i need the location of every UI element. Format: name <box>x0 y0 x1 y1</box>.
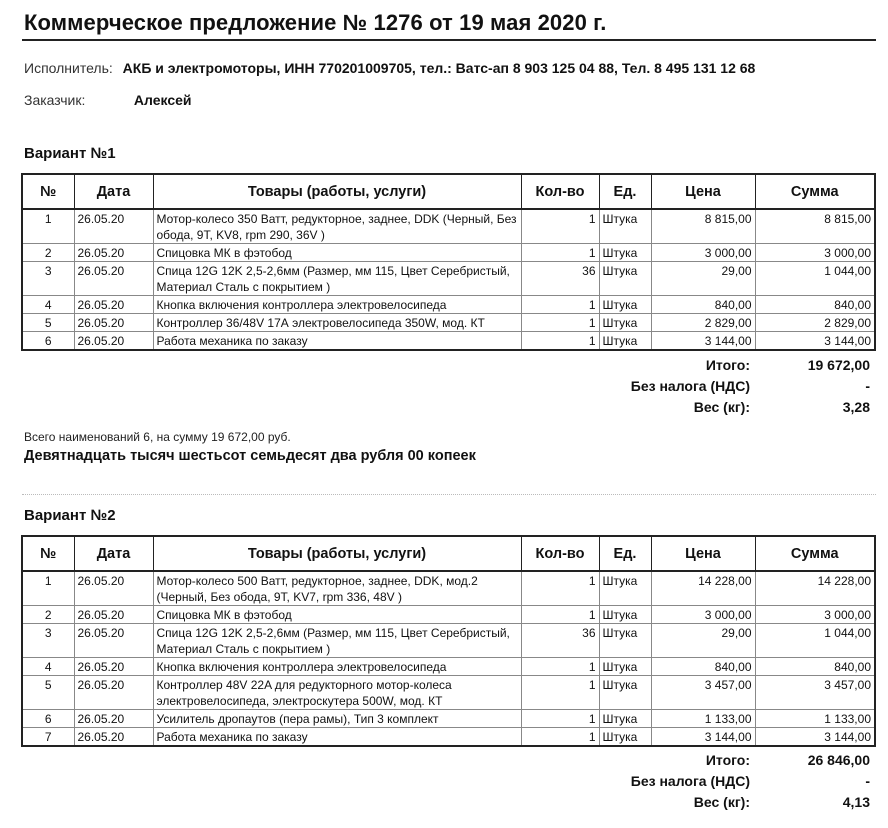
cell-price: 3 000,00 <box>651 606 755 624</box>
cell-unit: Штука <box>599 262 651 296</box>
cell-qty: 1 <box>521 571 599 606</box>
cell-price: 29,00 <box>651 624 755 658</box>
col-header-date: Дата <box>74 174 153 209</box>
cell-qty: 1 <box>521 332 599 351</box>
cell-goods: Мотор-колесо 500 Ватт, редукторное, заднее, DDK, мод.2 (Черный, Без обода, 9T, KV7, rpm 336, 48V ) <box>153 571 521 606</box>
cell-price: 29,00 <box>651 262 755 296</box>
cell-unit: Штука <box>599 728 651 747</box>
table-row <box>22 314 875 332</box>
totals-value: 19 672,00 <box>807 356 870 373</box>
cell-sum: 1 133,00 <box>755 710 875 728</box>
cell-unit: Штука <box>599 244 651 262</box>
cell-no: 4 <box>22 658 74 676</box>
col-header-sum: Сумма <box>755 536 875 571</box>
cell-goods: Спицовка МК в фэтобод <box>153 244 521 262</box>
executor-line <box>24 60 755 76</box>
cell-sum: 3 000,00 <box>755 244 875 262</box>
cell-qty: 1 <box>521 296 599 314</box>
cell-goods: Работа механика по заказу <box>153 728 521 747</box>
cell-unit: Штука <box>599 676 651 710</box>
table-header-row <box>22 174 875 209</box>
table-row <box>22 676 875 710</box>
totals-row <box>631 354 870 375</box>
totals-row <box>631 749 870 770</box>
totals-value: - <box>865 377 870 394</box>
section-divider <box>22 494 876 495</box>
cell-date: 26.05.20 <box>74 710 153 728</box>
title-underline <box>22 39 876 41</box>
cell-date: 26.05.20 <box>74 332 153 351</box>
cell-date: 26.05.20 <box>74 314 153 332</box>
cell-no: 3 <box>22 624 74 658</box>
table-row <box>22 332 875 351</box>
cell-goods: Спица 12G 12K 2,5-2,6мм (Размер, мм 115, Цвет Серебристый, Материал Сталь с покрытием ) <box>153 624 521 658</box>
cell-price: 2 829,00 <box>651 314 755 332</box>
cell-no: 1 <box>22 571 74 606</box>
cell-unit: Штука <box>599 332 651 351</box>
cell-sum: 1 044,00 <box>755 624 875 658</box>
col-header-price: Цена <box>651 536 755 571</box>
cell-no: 2 <box>22 244 74 262</box>
totals-value: 3,28 <box>842 398 870 415</box>
cell-date: 26.05.20 <box>74 209 153 244</box>
cell-sum: 3 457,00 <box>755 676 875 710</box>
cell-goods: Кнопка включения контроллера электровелосипеда <box>153 658 521 676</box>
cell-price: 3 000,00 <box>651 244 755 262</box>
cell-qty: 1 <box>521 314 599 332</box>
col-header-sum: Сумма <box>755 174 875 209</box>
cell-goods: Мотор-колесо 350 Ватт, редукторное, заднее, DDK (Черный, Без обода, 9T, KV8, rpm 290, 36V ) <box>153 209 521 244</box>
variant-2-totals <box>631 749 870 812</box>
variant-1-rows <box>22 209 875 350</box>
cell-qty: 36 <box>521 624 599 658</box>
customer-line <box>24 92 192 108</box>
cell-qty: 1 <box>521 658 599 676</box>
cell-sum: 14 228,00 <box>755 571 875 606</box>
col-header-no: № <box>22 536 74 571</box>
totals-label: Вес (кг): <box>693 793 750 810</box>
cell-no: 4 <box>22 296 74 314</box>
cell-sum: 3 000,00 <box>755 606 875 624</box>
cell-goods: Работа механика по заказу <box>153 332 521 351</box>
cell-qty: 36 <box>521 262 599 296</box>
cell-date: 26.05.20 <box>74 606 153 624</box>
cell-date: 26.05.20 <box>74 728 153 747</box>
table-row <box>22 606 875 624</box>
col-header-unit: Ед. <box>599 174 651 209</box>
table-row <box>22 244 875 262</box>
cell-unit: Штука <box>599 314 651 332</box>
table-row <box>22 571 875 606</box>
table-row <box>22 624 875 658</box>
col-header-date: Дата <box>74 536 153 571</box>
table-row <box>22 209 875 244</box>
variant-1-title: Вариант №1 <box>24 145 116 162</box>
cell-goods: Спицовка МК в фэтобод <box>153 606 521 624</box>
cell-no: 2 <box>22 606 74 624</box>
cell-qty: 1 <box>521 728 599 747</box>
totals-value: 26 846,00 <box>807 751 870 768</box>
cell-goods: Кнопка включения контроллера электровелосипеда <box>153 296 521 314</box>
col-header-goods: Товары (работы, услуги) <box>153 174 521 209</box>
totals-row <box>631 396 870 417</box>
cell-no: 6 <box>22 332 74 351</box>
cell-no: 7 <box>22 728 74 747</box>
cell-goods: Контроллер 36/48V 17А электровелосипеда 350W, мод. КТ <box>153 314 521 332</box>
variant-2-table <box>21 535 876 747</box>
cell-date: 26.05.20 <box>74 244 153 262</box>
totals-label: Итого: <box>705 356 750 373</box>
cell-price: 3 457,00 <box>651 676 755 710</box>
cell-date: 26.05.20 <box>74 262 153 296</box>
cell-unit: Штука <box>599 571 651 606</box>
col-header-goods: Товары (работы, услуги) <box>153 536 521 571</box>
cell-price: 3 144,00 <box>651 728 755 747</box>
table-row <box>22 728 875 747</box>
totals-label: Без налога (НДС) <box>630 772 750 789</box>
cell-no: 3 <box>22 262 74 296</box>
cell-no: 6 <box>22 710 74 728</box>
variant-2-title: Вариант №2 <box>24 507 116 524</box>
cell-unit: Штука <box>599 624 651 658</box>
cell-unit: Штука <box>599 296 651 314</box>
totals-value: 4,13 <box>842 793 870 810</box>
totals-value: - <box>865 772 870 789</box>
cell-goods: Усилитель дропаутов (пера рамы), Тип 3 комплект <box>153 710 521 728</box>
cell-qty: 1 <box>521 676 599 710</box>
variant-1-summary-count: Всего наименований 6, на сумму 19 672,00 руб. <box>24 430 291 444</box>
customer-value: Алексей <box>133 92 192 108</box>
totals-row <box>631 791 870 812</box>
table-row <box>22 262 875 296</box>
cell-qty: 1 <box>521 209 599 244</box>
cell-qty: 1 <box>521 606 599 624</box>
cell-unit: Штука <box>599 710 651 728</box>
col-header-no: № <box>22 174 74 209</box>
col-header-qty: Кол-во <box>521 174 599 209</box>
cell-sum: 1 044,00 <box>755 262 875 296</box>
cell-price: 840,00 <box>651 296 755 314</box>
cell-date: 26.05.20 <box>74 571 153 606</box>
totals-label: Вес (кг): <box>693 398 750 415</box>
cell-price: 8 815,00 <box>651 209 755 244</box>
cell-unit: Штука <box>599 209 651 244</box>
table-row <box>22 658 875 676</box>
cell-unit: Штука <box>599 606 651 624</box>
cell-date: 26.05.20 <box>74 676 153 710</box>
cell-price: 1 133,00 <box>651 710 755 728</box>
col-header-qty: Кол-во <box>521 536 599 571</box>
cell-unit: Штука <box>599 658 651 676</box>
totals-label: Итого: <box>705 751 750 768</box>
variant-2-rows <box>22 571 875 746</box>
cell-price: 840,00 <box>651 658 755 676</box>
cell-no: 5 <box>22 676 74 710</box>
executor-label: Исполнитель: <box>24 60 113 76</box>
totals-row <box>631 375 870 396</box>
cell-sum: 840,00 <box>755 658 875 676</box>
cell-sum: 3 144,00 <box>755 332 875 351</box>
totals-label: Без налога (НДС) <box>630 377 750 394</box>
cell-sum: 2 829,00 <box>755 314 875 332</box>
col-header-price: Цена <box>651 174 755 209</box>
executor-value: АКБ и электромоторы, ИНН 770201009705, тел.: Ватс-ап 8 903 125 04 88, Тел. 8 495 131 12 68 <box>122 60 756 76</box>
cell-price: 14 228,00 <box>651 571 755 606</box>
cell-no: 1 <box>22 209 74 244</box>
cell-goods: Контроллер 48V 22A для редукторного мотор-колеса электровелосипеда, электроскутера 500W, мод. КТ <box>153 676 521 710</box>
cell-sum: 3 144,00 <box>755 728 875 747</box>
cell-qty: 1 <box>521 710 599 728</box>
totals-row <box>631 770 870 791</box>
cell-qty: 1 <box>521 244 599 262</box>
cell-price: 3 144,00 <box>651 332 755 351</box>
variant-1-summary-words: Девятнадцать тысяч шестьсот семьдесят два рубля 00 копеек <box>24 448 476 464</box>
table-row <box>22 296 875 314</box>
document-title: Коммерческое предложение № 1276 от 19 мая 2020 г. <box>24 10 607 35</box>
cell-no: 5 <box>22 314 74 332</box>
cell-date: 26.05.20 <box>74 296 153 314</box>
cell-date: 26.05.20 <box>74 624 153 658</box>
cell-sum: 8 815,00 <box>755 209 875 244</box>
cell-date: 26.05.20 <box>74 658 153 676</box>
cell-sum: 840,00 <box>755 296 875 314</box>
table-header-row <box>22 536 875 571</box>
variant-1-totals <box>631 354 870 417</box>
cell-goods: Спица 12G 12K 2,5-2,6мм (Размер, мм 115, Цвет Серебристый, Материал Сталь с покрытием ) <box>153 262 521 296</box>
table-row <box>22 710 875 728</box>
customer-label: Заказчик: <box>24 92 86 108</box>
variant-1-table <box>21 173 876 351</box>
col-header-unit: Ед. <box>599 536 651 571</box>
